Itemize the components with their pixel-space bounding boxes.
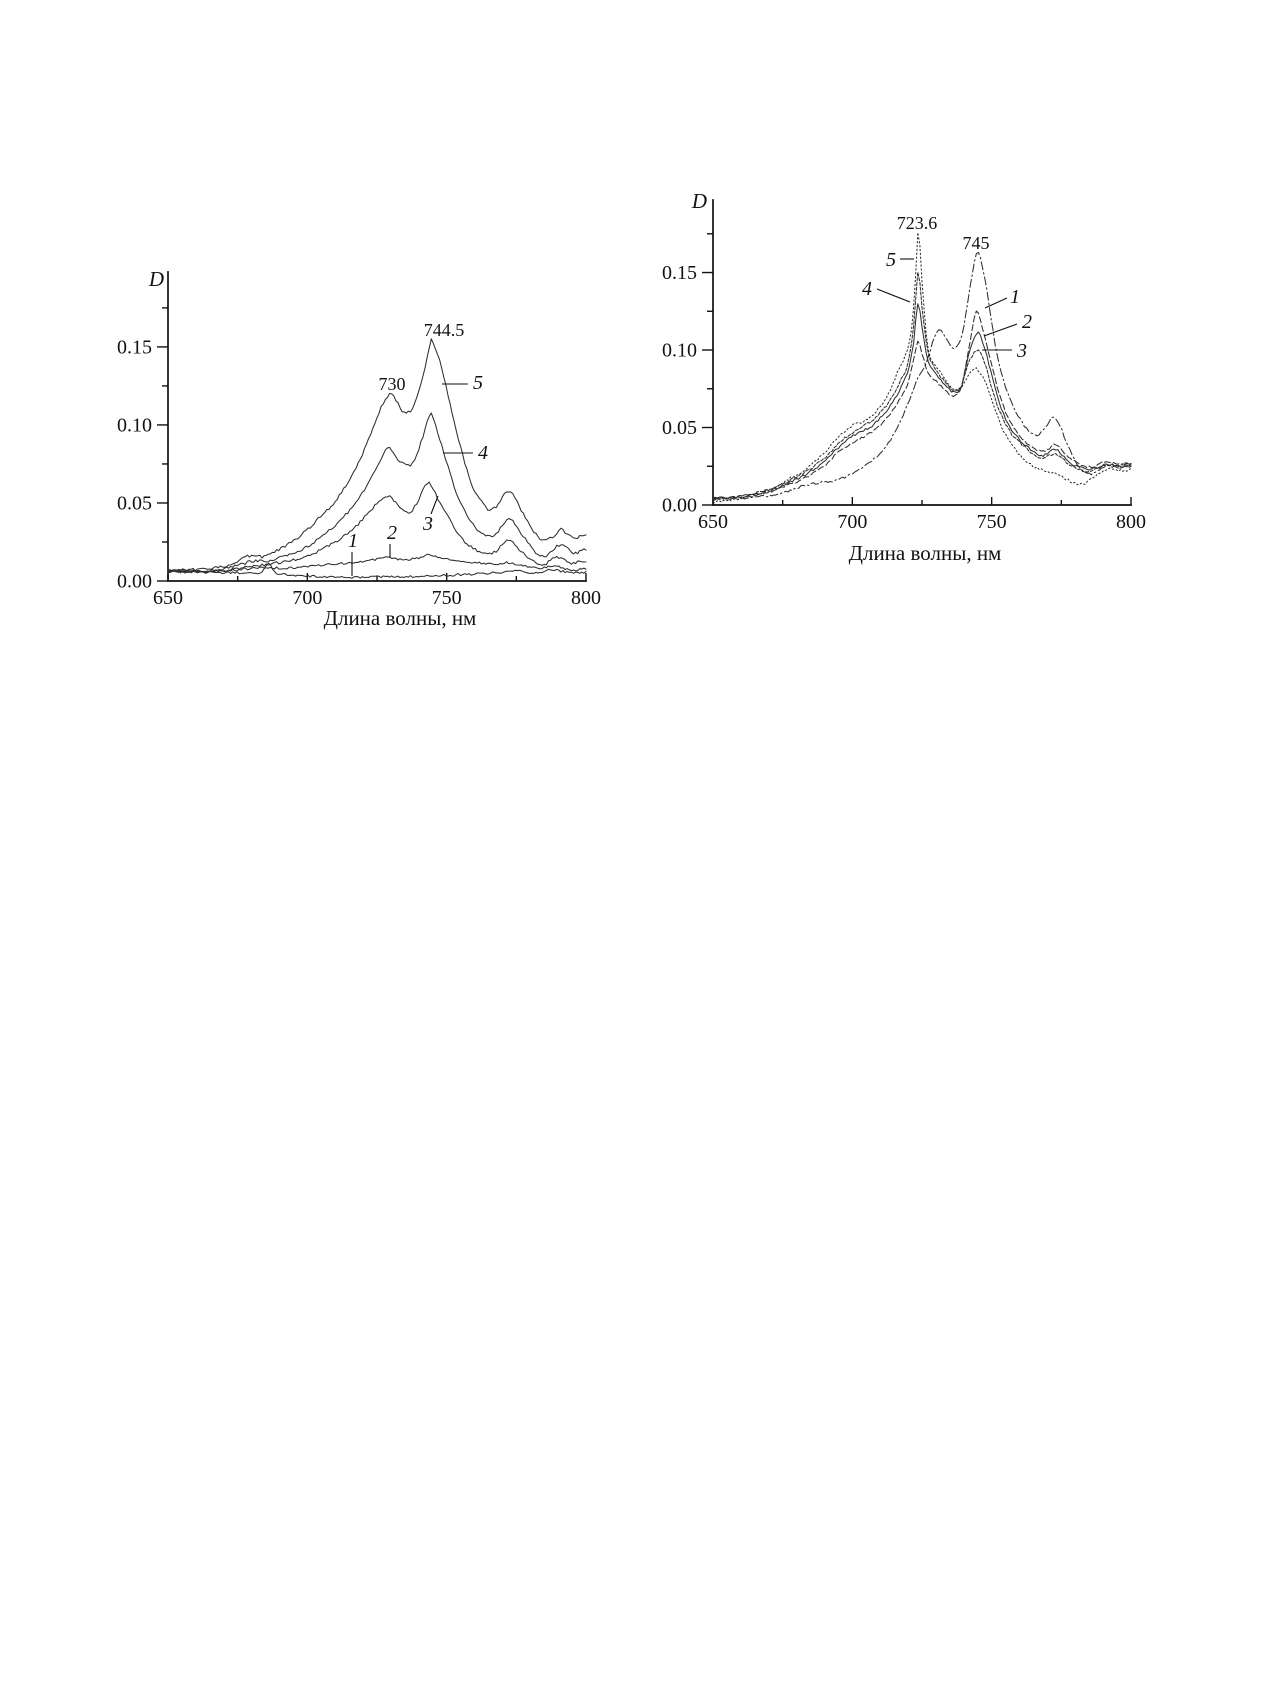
y-tick-label: 0.15 [117,336,152,359]
y-tick-label: 0.15 [662,262,697,285]
curve-label: 2 [1022,311,1032,333]
x-tick-label: 700 [837,511,868,533]
curve-label: 3 [423,513,433,535]
series-curve-4 [713,272,1131,500]
curve-label: 4 [862,278,872,300]
curve-label: 4 [478,442,488,464]
chart-right-spectra [662,189,1146,565]
x-tick-label: 700 [292,587,323,609]
curve-label-leader [431,496,438,514]
curve-label: 1 [348,530,358,552]
x-tick-label: 650 [698,511,728,533]
x-tick-label: 800 [1116,511,1146,533]
series-curve-5 [713,233,1131,503]
series-curve-1 [713,252,1131,499]
curve-label: 3 [1017,340,1027,362]
peak-annotation: 723.6 [896,213,938,233]
y-tick-label: 0.00 [117,570,152,593]
peak-annotation: 730 [378,374,406,394]
x-axis-title: Длина волны, нм [848,541,1002,565]
x-tick-label: 650 [153,587,183,609]
series-curve-3 [713,304,1131,499]
curve-label: 2 [387,522,397,544]
curve-label: 5 [473,372,483,394]
x-axis-title: Длина волны, нм [323,606,477,630]
y-tick-label: 0.10 [662,339,697,362]
x-tick-label: 750 [431,587,462,609]
curve-label-leader [984,324,1017,336]
chart-left-spectra [117,267,601,630]
y-axis-title: D [691,189,707,213]
axis-lines [713,200,1131,505]
curve-label: 1 [1010,286,1020,308]
x-tick-label: 800 [571,587,601,609]
y-tick-label: 0.05 [662,417,697,440]
series-curve-2 [713,311,1131,499]
y-tick-label: 0.10 [117,414,152,437]
y-tick-label: 0.00 [662,494,697,517]
curve-label: 5 [886,249,896,271]
peak-annotation: 744.5 [423,320,465,340]
y-tick-label: 0.05 [117,492,152,515]
axis-lines [168,272,586,581]
y-axis-title: D [148,267,164,291]
x-tick-label: 750 [976,511,1007,533]
curve-label-leader [877,289,910,302]
peak-annotation: 745 [962,233,990,253]
series-curve-4 [168,413,586,572]
